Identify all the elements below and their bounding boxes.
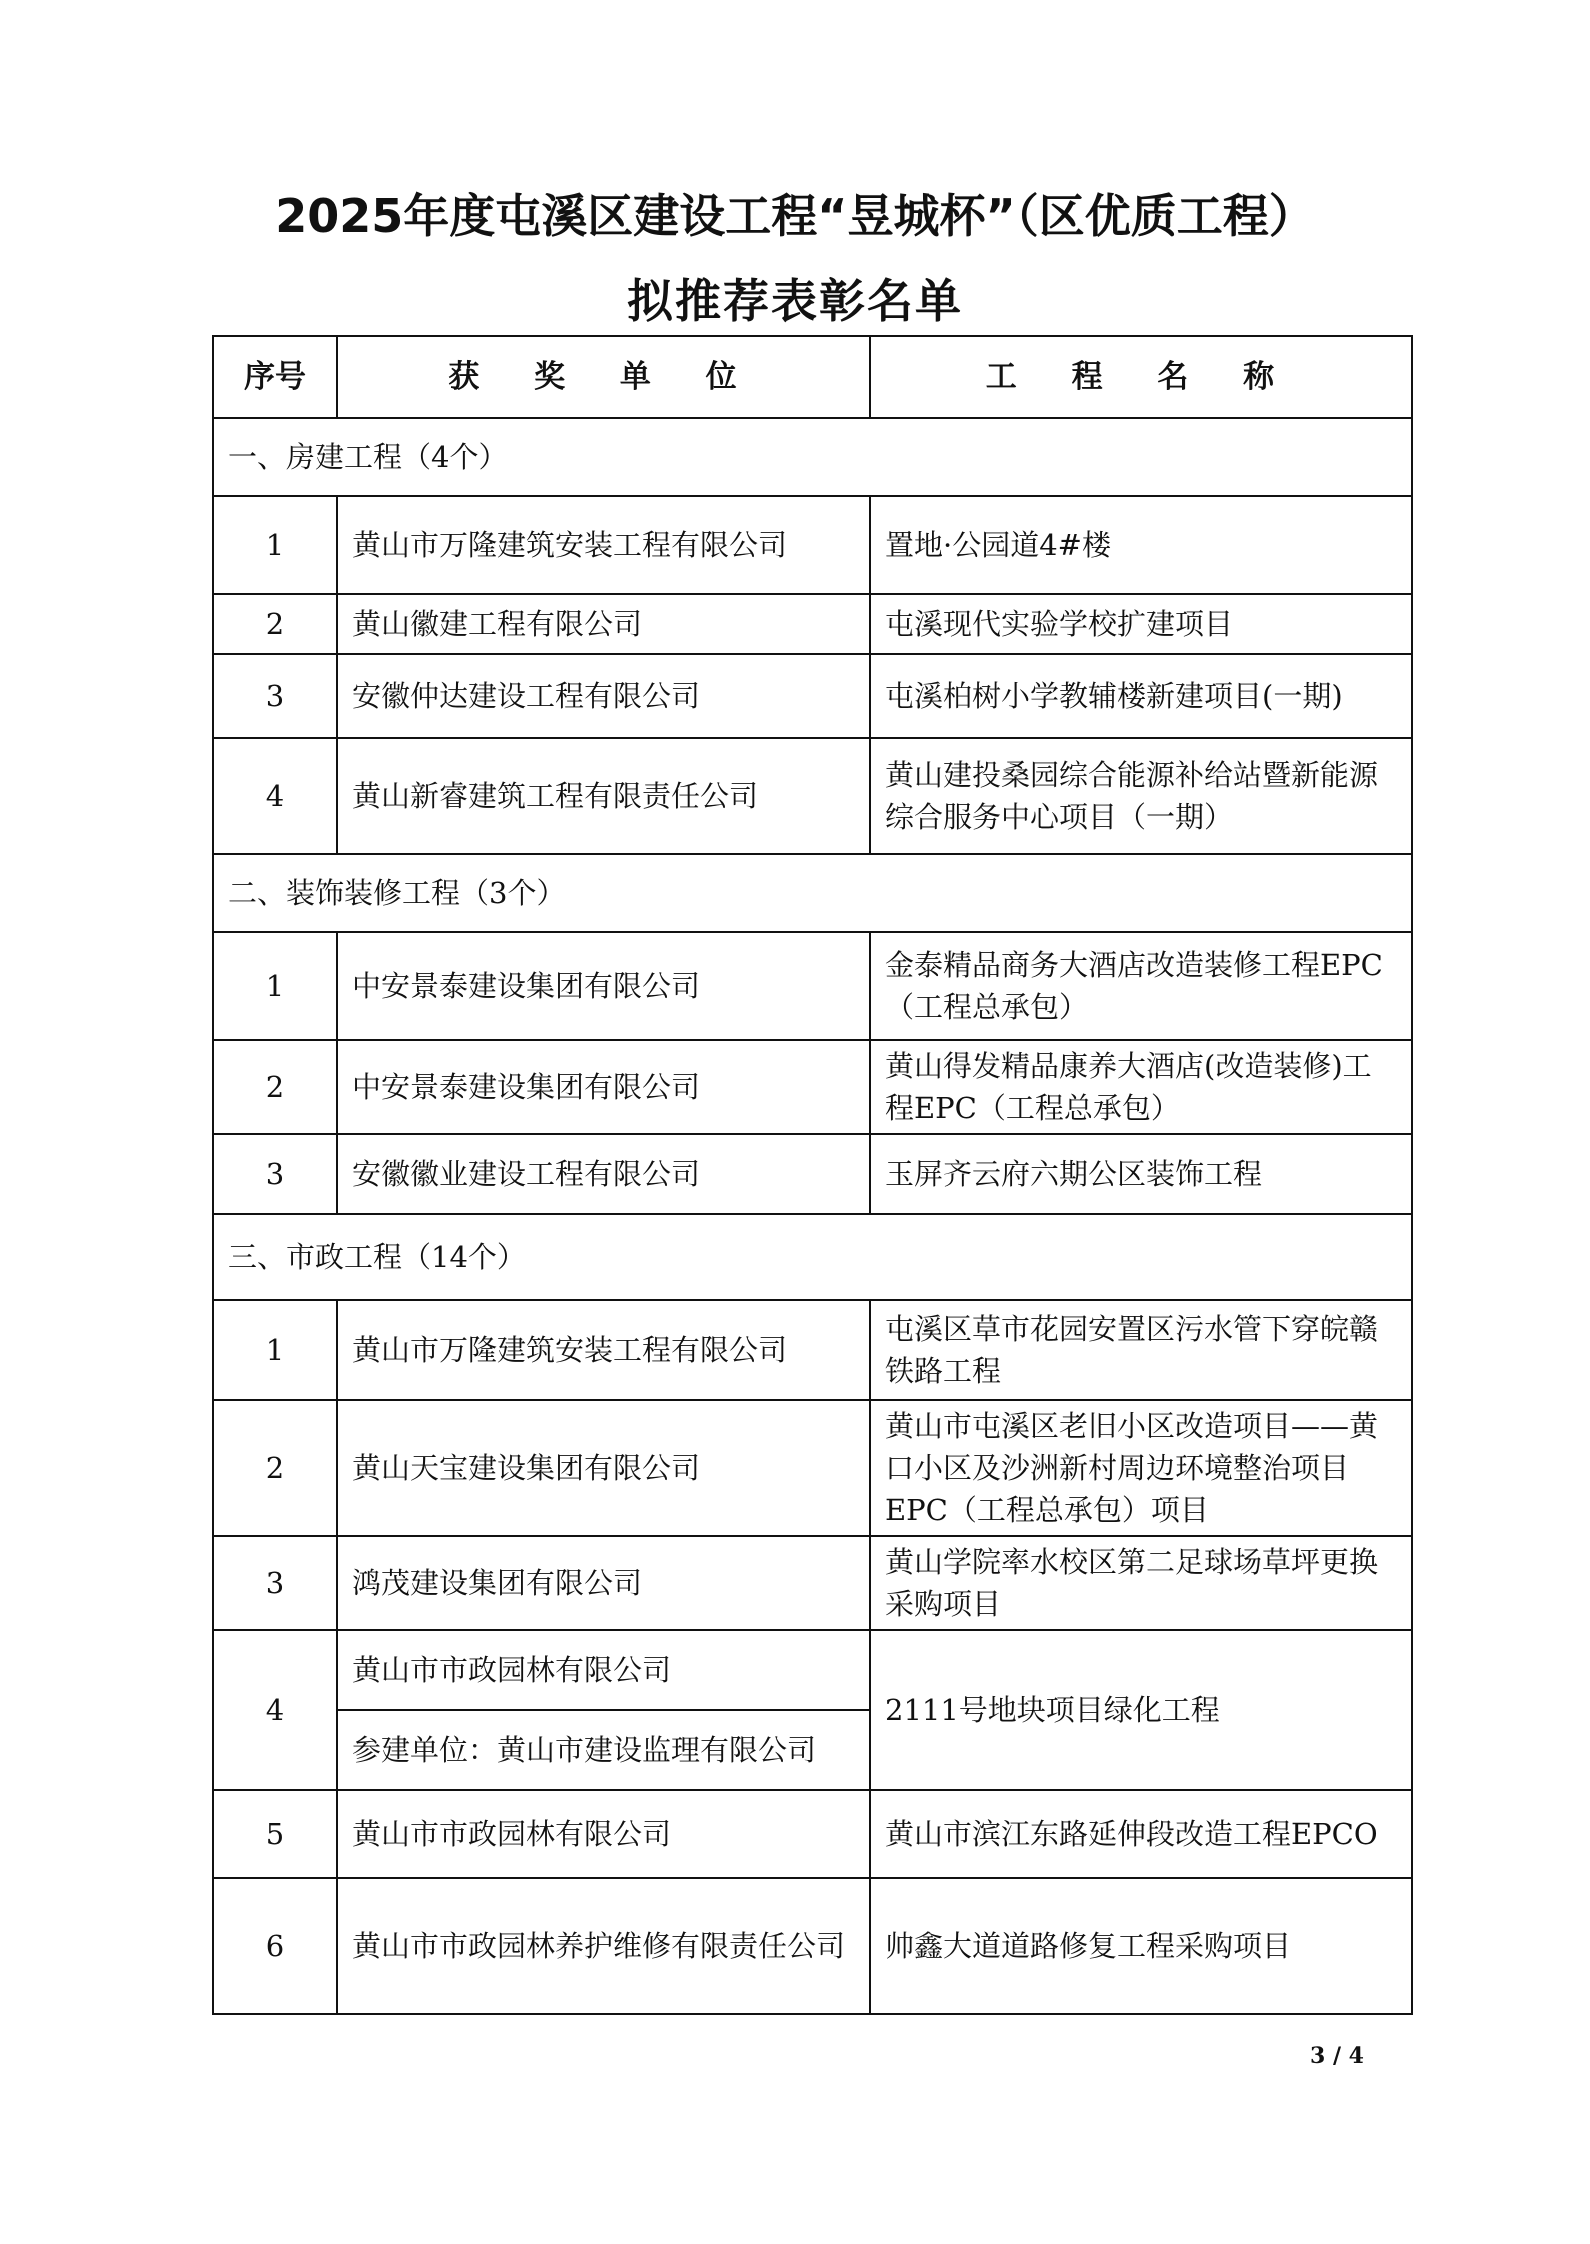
- row-project: 帅鑫大道道路修复工程采购项目: [870, 1878, 1412, 2014]
- row-seq: 3: [213, 654, 337, 738]
- row-seq: 6: [213, 1878, 337, 2014]
- row-unit: 黄山新睿建筑工程有限责任公司: [337, 738, 870, 854]
- award-table: [212, 335, 1413, 2015]
- table-row: [213, 738, 1412, 854]
- table-row: [213, 654, 1412, 738]
- table-row: [213, 594, 1412, 654]
- section-row-municipal: [213, 1214, 1412, 1300]
- row-unit: 安徽徽业建设工程有限公司: [337, 1134, 870, 1214]
- row-project: 屯溪区草市花园安置区污水管下穿皖赣铁路工程: [870, 1300, 1412, 1400]
- row-unit: 中安景泰建设集团有限公司: [337, 932, 870, 1040]
- row-unit: 黄山市市政园林有限公司: [337, 1630, 870, 1710]
- document-title-line2: 拟推荐表彰名单: [627, 274, 963, 328]
- table-row: [213, 1400, 1412, 1536]
- row-unit: 安徽仲达建设工程有限公司: [337, 654, 870, 738]
- row-seq: 5: [213, 1790, 337, 1878]
- row-project: 屯溪现代实验学校扩建项目: [870, 594, 1412, 654]
- section-label: 一、房建工程（4个）: [213, 418, 1412, 496]
- table-row: [213, 1300, 1412, 1400]
- row-project: 黄山学院率水校区第二足球场草坪更换采购项目: [870, 1536, 1412, 1630]
- table-header-row: [213, 336, 1412, 418]
- row-seq: 1: [213, 1300, 337, 1400]
- table-row: [213, 1040, 1412, 1134]
- row-project: 黄山市屯溪区老旧小区改造项目——黄口小区及沙洲新村周边环境整治项目EPC（工程总承包）项目: [870, 1400, 1412, 1536]
- row-project: 屯溪柏树小学教辅楼新建项目(一期): [870, 654, 1412, 738]
- row-project: 黄山市滨江东路延伸段改造工程EPCO: [870, 1790, 1412, 1878]
- header-seq: 序号: [213, 336, 337, 418]
- section-label: 三、市政工程（14个）: [213, 1214, 1412, 1300]
- table-row: [213, 1536, 1412, 1630]
- table-row: [213, 1878, 1412, 2014]
- row-seq: 2: [213, 594, 337, 654]
- row-unit: 黄山天宝建设集团有限公司: [337, 1400, 870, 1536]
- row-project: 金泰精品商务大酒店改造装修工程EPC（工程总承包）: [870, 932, 1412, 1040]
- table-row: [213, 1134, 1412, 1214]
- row-seq: 3: [213, 1536, 337, 1630]
- row-unit: 黄山市市政园林有限公司: [337, 1790, 870, 1878]
- header-project: 工 程 名 称: [870, 336, 1412, 418]
- row-seq: 4: [213, 738, 337, 854]
- row-unit-participant: 参建单位：黄山市建设监理有限公司: [337, 1710, 870, 1790]
- table-row: [213, 932, 1412, 1040]
- table-row: [213, 1790, 1412, 1878]
- row-seq: 4: [213, 1630, 337, 1790]
- row-project: 黄山建投桑园综合能源补给站暨新能源综合服务中心项目（一期）: [870, 738, 1412, 854]
- row-seq: 2: [213, 1040, 337, 1134]
- document-title-line1: 2025年度屯溪区建设工程“昱城杯”（区优质工程）: [275, 189, 1315, 243]
- row-seq: 2: [213, 1400, 337, 1536]
- table-row: [213, 1630, 1412, 1710]
- row-unit: 黄山市万隆建筑安装工程有限公司: [337, 1300, 870, 1400]
- row-project: 玉屏齐云府六期公区装饰工程: [870, 1134, 1412, 1214]
- row-project: 置地·公园道4#楼: [870, 496, 1412, 594]
- row-project: 2111号地块项目绿化工程: [870, 1630, 1412, 1790]
- row-seq: 1: [213, 932, 337, 1040]
- row-seq: 3: [213, 1134, 337, 1214]
- row-unit: 黄山徽建工程有限公司: [337, 594, 870, 654]
- page-number: 3 / 4: [1310, 2043, 1364, 2069]
- row-unit: 中安景泰建设集团有限公司: [337, 1040, 870, 1134]
- header-unit: 获 奖 单 位: [337, 336, 870, 418]
- table-row: [213, 496, 1412, 594]
- row-project: 黄山得发精品康养大酒店(改造装修)工程EPC（工程总承包）: [870, 1040, 1412, 1134]
- section-label: 二、装饰装修工程（3个）: [213, 854, 1412, 932]
- section-row-decoration: [213, 854, 1412, 932]
- row-seq: 1: [213, 496, 337, 594]
- row-unit: 黄山市万隆建筑安装工程有限公司: [337, 496, 870, 594]
- row-unit: 鸿茂建设集团有限公司: [337, 1536, 870, 1630]
- row-unit: 黄山市市政园林养护维修有限责任公司: [337, 1878, 870, 2014]
- section-row-housing: [213, 418, 1412, 496]
